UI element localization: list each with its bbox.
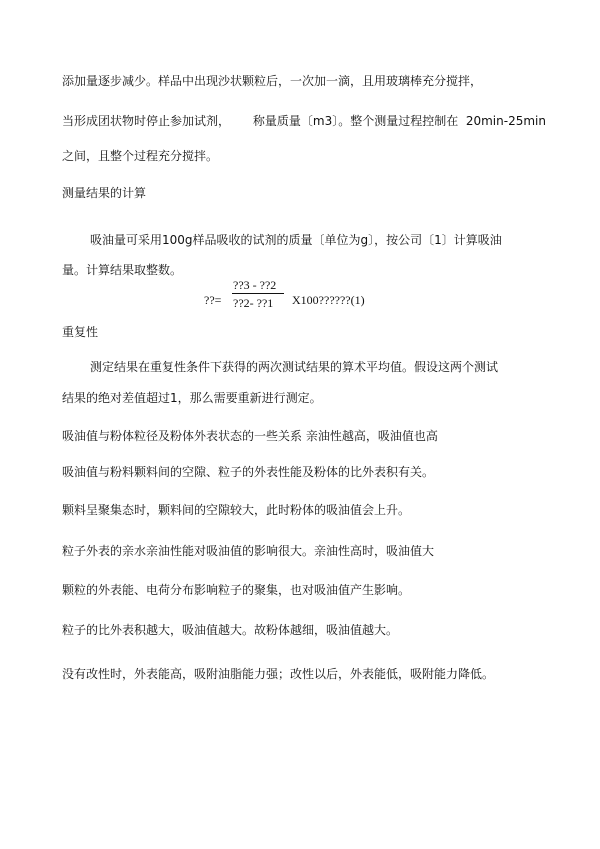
body-line: 吸油值与粉料颗料间的空隙、粒子的外表性能及粉体的比外表积有关。 [62, 465, 435, 479]
paragraph-line: 之间，且整个过程充分搅拌。 [62, 149, 219, 163]
paragraph-line: 量。计算结果取整数。 [62, 263, 183, 277]
section-heading-calculation: 测量结果的计算 [62, 186, 147, 200]
paragraph-line: 测定结果在重复性条件下获得的两次测试结果的算术平均值。假设这两个测试 [90, 360, 499, 374]
body-line: 粒子外表的亲水亲油性能对吸油值的影响很大。亲油性高时，吸油值大 [62, 544, 435, 558]
formula-denominator: ??2- ??1 [233, 296, 274, 310]
paragraph-line: 当形成团状物时停止参加试剂， 称量质量〔m3〕。整个测量过程控制在 20min-25min [62, 114, 546, 128]
paragraph-line: 结果的绝对差值超过1，那么需要重新进行测定。 [62, 391, 322, 405]
formula-lhs: ??= [204, 293, 222, 307]
body-line: 粒子的比外表积越大，吸油值越大。故粉体越细，吸油值越大。 [62, 623, 399, 637]
body-line: 没有改性时，外表能高，吸附油脂能力强；改性以后，外表能低，吸附能力降低。 [62, 667, 495, 681]
body-line: 颗粒的外表能、电荷分布影响粒子的聚集，也对吸油值产生影响。 [62, 583, 411, 597]
formula-tail: X100??????(1) [292, 293, 365, 307]
formula-numerator: ??3 - ??2 [233, 278, 277, 292]
paragraph-line: 添加量逐步减少。样品中出现沙状颗粒后，一次加一滴，且用玻璃棒充分搅拌， [62, 74, 483, 88]
body-line: 吸油值与粉体粒径及粉体外表状态的一些关系 亲油性越高，吸油值也高 [62, 429, 438, 443]
paragraph-line: 吸油量可采用100g样品吸收的试剂的质量〔单位为g〕，按公司〔1〕计算吸油 [90, 233, 502, 247]
fraction-bar [232, 293, 284, 294]
body-line: 颗料呈聚集态时，颗料间的空隙较大，此时粉体的吸油值会上升。 [62, 503, 411, 517]
section-heading-repeatability: 重复性 [62, 325, 99, 339]
